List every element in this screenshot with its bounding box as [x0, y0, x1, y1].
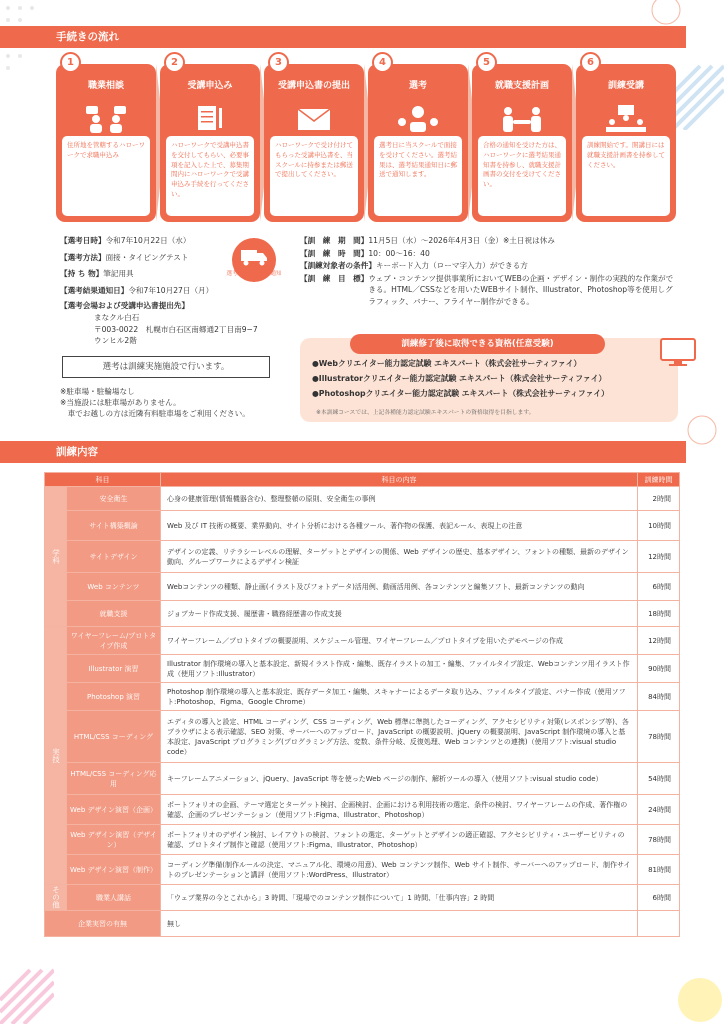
subject-cell: Web コンテンツ: [67, 573, 161, 601]
column-header: 訓練時間: [638, 473, 680, 487]
content-cell: Illustrator 制作環境の導入と基本設定、新規イラスト作成・編集、既存イラストの加工・編集、ファイルタイプ設定、Webコンテンツ用イラスト作成（使用ソフト:Illustrator）: [161, 655, 638, 683]
table-row: [45, 885, 680, 911]
classroom-icon: [598, 104, 654, 134]
content-cell: キーフレームアニメーション、jQuery、JavaScript 等を使ったWeb ページの制作、解析ツールの導入（使用ソフト:visual studio code）: [161, 763, 638, 795]
handshake-icon: [494, 104, 550, 134]
content-cell: ポートフォリオのデザイン検討、レイアウトの検討、フォントの選定、ターゲットとデザインの適正確認、アクセシビリティ・ユーザービリティの確認、プロトタイプ制作と確認（使用ソフト:Figma、Illustrator、Photoshop）: [161, 825, 638, 855]
subject-cell: 安全衛生: [67, 487, 161, 511]
hours-cell: 81時間: [638, 855, 680, 885]
subject-cell: Illustrator 演習: [67, 655, 161, 683]
info-row: 【選考方法】面接・タイピングテスト: [60, 252, 189, 262]
info-row: 【訓 練 時 間】10：00～16：40: [300, 248, 430, 258]
stripes-decoration: [0, 960, 54, 1024]
hours-cell: 10時間: [638, 511, 680, 541]
content-cell: ジョブカード作成支援、履歴書・職務経歴書の作成支援: [161, 601, 638, 627]
content-cell: Web 及び IT 技術の概要、業界動向、サイト分析における各種ツール、著作物の保護、表記ルール、表現上の注意: [161, 511, 638, 541]
table-row: [45, 711, 680, 763]
content-cell: コーディング準備(制作ルールの決定、マニュアル化、環境の用意)、Web コンテンツ制作、Web サイト制作、サーバーへのアップロード、制作サイトのプレゼンテーションと講評（使用ソフト:WordPress、Illustrator）: [161, 855, 638, 885]
content-cell: ワイヤーフレーム／プロトタイプの概要説明、スケジュール管理、ワイヤーフレーム／プロトタイプを用いたデモページの作成: [161, 627, 638, 655]
subject-cell: サイトデザイン: [67, 541, 161, 573]
step-number: 2: [164, 52, 185, 73]
venue-address: 〒003-0022 札幌市白石区南郷通2丁目南9−7: [94, 324, 258, 334]
circle-decoration: [672, 406, 724, 446]
column-header: 科目の内容: [161, 473, 638, 487]
content-cell: ポートフォリオの企画、テーマ選定とターゲット検討、企画検討、企画における利用技術の選定、条件の検討、ワイヤーフレームの作成、著作権の確認、企画のプレゼンテーション（使用ソフト:Figma、Illustrator、Photoshop）: [161, 795, 638, 825]
venue-notice: 選考は訓練実施施設で行います。: [62, 356, 270, 378]
category-label: その他: [45, 885, 67, 911]
content-cell: Photoshop 制作環境の導入と基本設定、既存データ加工・編集、スキャナーによるデータ取り込み、ファイルタイプ設定、バナー作成（使用ソフト:Photoshop、Figma、Google Chrome）: [161, 683, 638, 711]
table-row: [45, 795, 680, 825]
subject-cell: サイト構築概論: [67, 511, 161, 541]
subject-cell: Web デザイン演習（制作）: [67, 855, 161, 885]
content-cell: エディタの導入と設定、HTML コーディング、CSS コーディング、Web 標準に準拠したコーディング、アクセシビリティ対策(レスポンシブ等)、各ブラウザによる表示確認、SEO 対策、サーバーへのアップロード、JavaScript の概要説明、jQuery の概要説明、JavaScript 制作環境の導入と基本設定、JavaScript プログラミング(プログラミング方法、変数、条件分岐、反復処理、Web コンテンツとの連携)（使用ソフト:visual studio code）: [161, 711, 638, 763]
content-cell: 「ウェブ業界の今とこれから」3 時間、「現場でのコンテンツ制作について」1 時間、「仕事内容」2 時間: [161, 885, 638, 911]
subject-cell: 職業人講話: [67, 885, 161, 911]
subject-cell: Web デザイン演習（企画）: [67, 795, 161, 825]
subject-cell: Photoshop 演習: [67, 683, 161, 711]
column-header: 科目: [45, 473, 161, 487]
content-cell: 心身の健康管理(情報機器含む)、整理整頓の原則、安全衛生の事例: [161, 487, 638, 511]
step-number: 4: [372, 52, 393, 73]
training-info: [300, 235, 680, 308]
parking-info: ※駐車場・駐輪場なし ※当施設には駐車場がありません。 車でお越しの方は近隣有料駐車場をご利用ください。: [60, 387, 250, 418]
hours-cell: 12時間: [638, 541, 680, 573]
step-card: [160, 57, 260, 222]
monitor-icon: [658, 336, 698, 368]
subject-cell: Web デザイン演習（デザイン）: [67, 825, 161, 855]
venue-building: ウンヒル2階: [94, 336, 137, 346]
info-row: 【持 ち 物】筆記用具: [60, 269, 134, 279]
subject-cell: 企業実習の有無: [45, 911, 161, 937]
hours-cell: 78時間: [638, 825, 680, 855]
circle-decoration: [672, 966, 724, 1024]
info-row: 【選考結果通知日】令和7年10月27日（月）: [60, 285, 214, 295]
hours-cell: [638, 911, 680, 937]
step-card: [56, 57, 156, 222]
content-cell: デザインの定義、リテラシーレベルの理解、ターゲットとデザインの関係、Web デザインの歴史、基本デザイン、フォントの種類、最新のデザイン動向、グループワークによるデザイン検証: [161, 541, 638, 573]
qualification-item: ●Illustratorクリエイター能力認定試験 エキスパート（株式会社サーティファイ）: [312, 374, 607, 383]
hours-cell: 6時間: [638, 885, 680, 911]
step-title: 選考: [408, 80, 427, 91]
hours-cell: 78時間: [638, 711, 680, 763]
hours-cell: 54時間: [638, 763, 680, 795]
qualification-item: ●Webクリエイター能力認定試験 エキスパート（株式会社サーティファイ）: [312, 359, 582, 368]
step-title: 受講申込書の提出: [277, 80, 350, 91]
table-row: [45, 487, 680, 511]
section-title: 訓練内容: [56, 446, 98, 458]
table-row: [45, 825, 680, 855]
table-row: [45, 683, 680, 711]
table-row: [45, 655, 680, 683]
table-row: [45, 601, 680, 627]
consultation-icon: [78, 104, 134, 134]
step-number: 6: [580, 52, 601, 73]
content-cell: Webコンテンツの種類、静止画(イラスト及びフォトデータ)活用例、動画活用例、各コンテンツと編集ソフト、最新コンテンツの動向: [161, 573, 638, 601]
interview-icon: [390, 104, 446, 134]
selection-info: [60, 235, 258, 347]
info-row: 【選考日時】令和7年10月22日（水）: [60, 236, 191, 245]
category-label: 実技: [45, 627, 67, 885]
step-number: 5: [476, 52, 497, 73]
step-title: 職業相談: [87, 80, 124, 91]
step-title: 受講申込み: [187, 80, 233, 91]
step-card: [264, 57, 364, 222]
hours-cell: 18時間: [638, 601, 680, 627]
mail-icon: [286, 104, 342, 134]
info-row: 【訓 練 期 間】11月5日（水）～2026年4月3日（金）※土日祝は休み: [300, 236, 555, 245]
table-row: [45, 855, 680, 885]
section-title: 手続きの流れ: [56, 31, 119, 43]
qualifications-title: 訓練修了後に取得できる資格(任意受験): [350, 334, 605, 354]
hours-cell: 2時間: [638, 487, 680, 511]
info-row: 【訓練対象者の条件】キーボード入力（ローマ字入力）ができる方: [300, 261, 528, 271]
step-description: 選考日に当スクールで面接を受けてください。選考結果は、選考結果通知日に郵送で通知します。: [374, 136, 462, 216]
table-row: [45, 763, 680, 795]
step-description: 合格の通知を受けた方は、ハローワークに選考結果通知書を持参し、就職支援計画書の交付を受けてください。: [478, 136, 566, 216]
hours-cell: 24時間: [638, 795, 680, 825]
category-label: 学科: [45, 487, 67, 627]
step-title: 就職支援計画: [494, 80, 549, 91]
subject-cell: HTML/CSS コーディング応用: [67, 763, 161, 795]
step-number: 1: [60, 52, 81, 73]
step-description: 住所地を管轄するハローワークで求職申込み: [62, 136, 150, 216]
subject-cell: ワイヤーフレーム/プロトタイプ作成: [67, 627, 161, 655]
application-form-icon: [182, 104, 238, 134]
truck-note: 選考結果は郵送で通知: [226, 271, 282, 277]
table-row: [45, 541, 680, 573]
step-card: [576, 57, 676, 222]
hours-cell: 90時間: [638, 655, 680, 683]
content-cell: 無し: [161, 911, 638, 937]
hours-cell: 12時間: [638, 627, 680, 655]
step-title: 訓練受講: [607, 80, 644, 91]
step-card: [368, 57, 468, 222]
step-card: [472, 57, 572, 222]
qualification-note: ※本訓練コースでは、上記各種能力認定試験エキスパートの資格取得を目指します。: [316, 410, 535, 416]
table-row: [45, 627, 680, 655]
table-row: [45, 511, 680, 541]
hours-cell: 6時間: [638, 573, 680, 601]
table-row: [45, 573, 680, 601]
subject-cell: HTML/CSS コーディング: [67, 711, 161, 763]
info-row: 【訓 練 目 標】 ウェブ・コンテンツ提供事業所においてWEBの企画・デザイン・制作の実践的な作業ができる。HTML／CSSなどを用いたWEBサイト制作、Illustrator、Photoshop等を使用しグラフィック、バナー、フライヤー制作ができる。: [300, 273, 674, 306]
section-header-content: [0, 441, 686, 463]
step-description: ハローワークで受け付けてもらった受講申込書を、当スクールに持参または郵送で提出してください。: [270, 136, 358, 216]
venue-name: まなクル白石: [94, 312, 140, 322]
qualifications-box: [300, 338, 678, 422]
subject-cell: 就職支援: [67, 601, 161, 627]
table-row: [45, 911, 680, 937]
step-description: 訓練開始です。開講日には就職支援計画書を持参してください。: [582, 136, 670, 216]
qualification-item: ●Photoshopクリエイター能力認定試験 エキスパート（株式会社サーティファイ）: [312, 389, 609, 398]
curriculum-table: [44, 472, 680, 937]
step-description: ハローワークで受講申込書を交付してもらい、必要事項を記入した上で、募集期間内にハローワークで受講申込み手続を行ってください。: [166, 136, 254, 216]
hours-cell: 84時間: [638, 683, 680, 711]
info-row: 【選考会場および受講申込書提出先】: [60, 301, 190, 311]
section-header-flow: [0, 26, 686, 48]
step-number: 3: [268, 52, 289, 73]
table-header-row: [45, 473, 680, 487]
